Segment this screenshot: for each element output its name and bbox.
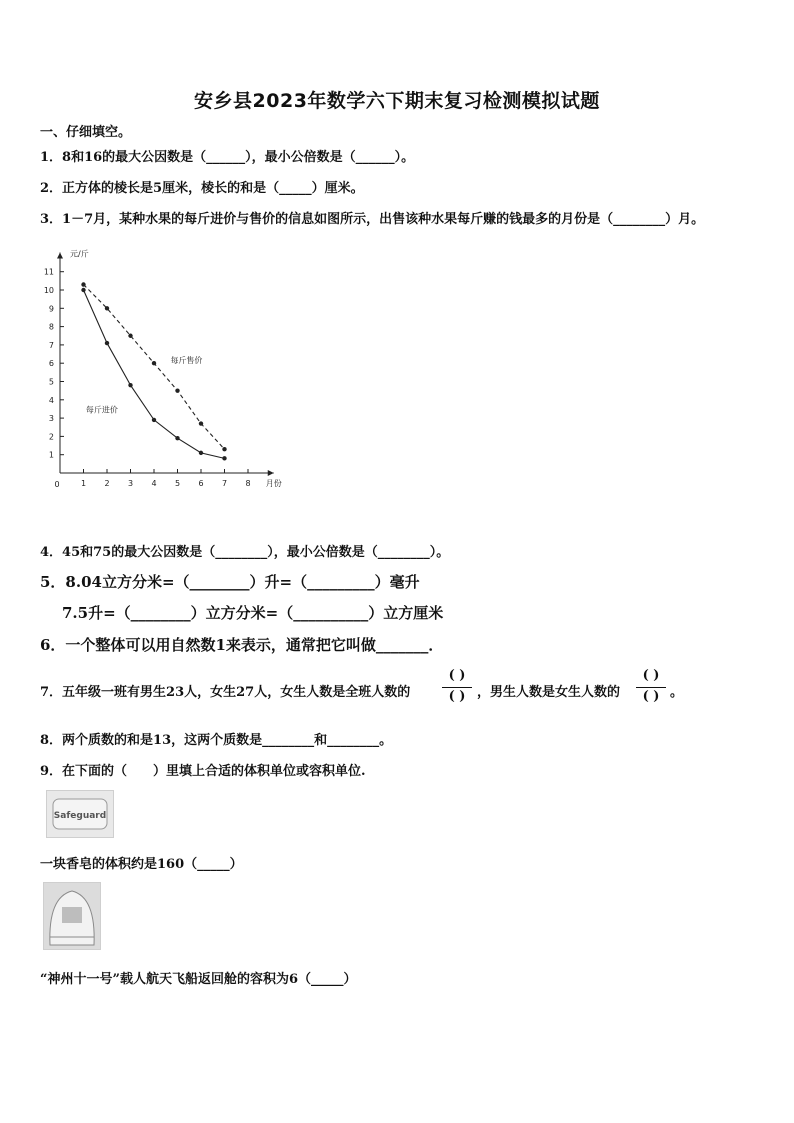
y-tick-label: 10 bbox=[43, 286, 54, 295]
y-tick-label: 2 bbox=[48, 432, 54, 442]
purchase-price-point bbox=[105, 341, 109, 345]
question-9a: 一块香皂的体积约是160（_____） bbox=[40, 857, 243, 872]
y-axis-label: 元/斤 bbox=[70, 249, 89, 259]
question-2: 2．正方体的棱长是5厘米，棱长的和是（_____）厘米。 bbox=[40, 181, 364, 196]
question-9: 9．在下面的（ ）里填上合适的体积单位或容积单位. bbox=[40, 764, 366, 779]
x-tick-label: 7 bbox=[221, 479, 228, 488]
soap-image bbox=[46, 790, 114, 838]
fraction-denominator: ( ) bbox=[448, 689, 466, 704]
x-tick-label: 3 bbox=[127, 479, 134, 488]
series-label-purchase: 每斤进价 bbox=[85, 405, 118, 415]
question-7-text-2: ，男生人数是女生人数的 bbox=[477, 685, 621, 700]
soap-drawing bbox=[47, 791, 113, 837]
selling-price-point bbox=[222, 447, 226, 451]
y-tick-label: 9 bbox=[48, 304, 54, 314]
purchase-price-point bbox=[175, 436, 179, 440]
x-tick-label: 4 bbox=[151, 479, 157, 488]
purchase-price-point bbox=[81, 288, 85, 292]
fraction-blank-2 bbox=[634, 668, 668, 708]
question-5b: 7.5升=（________）立方分米=（__________）立方厘米 bbox=[62, 604, 444, 622]
purchase-price-point bbox=[152, 418, 156, 422]
purchase-price-point bbox=[199, 451, 203, 455]
x-axis-arrow bbox=[268, 470, 274, 476]
question-9b: “神州十一号”载人航天飞船返回舱的容积为6（_____） bbox=[40, 972, 357, 987]
selling-price-point bbox=[81, 282, 85, 286]
y-tick-label: 1 bbox=[48, 450, 54, 460]
series-label-selling: 每斤售价 bbox=[170, 356, 203, 366]
question-3: 3．1－7月，某种水果的每斤进价与售价的信息如图所示，出售该种水果每斤赚的钱最多的月份是（________）月。 bbox=[40, 212, 705, 227]
x-tick-label: 8 bbox=[245, 479, 251, 488]
question-4: 4．45和75的最大公因数是（________），最小公倍数是（________）。 bbox=[40, 545, 450, 560]
y-tick-label: 5 bbox=[48, 377, 54, 387]
question-7-text-1: 7．五年级一班有男生23人，女生27人，女生人数是全班人数的 bbox=[40, 685, 411, 700]
selling-price-point bbox=[105, 306, 109, 310]
purchase-price-line bbox=[84, 290, 225, 458]
capsule-drawing bbox=[44, 883, 100, 949]
y-tick-label: 8 bbox=[48, 322, 54, 332]
section-heading: 一、仔细填空。 bbox=[40, 125, 132, 140]
fraction-numerator: ( ) bbox=[642, 668, 660, 683]
y-tick-label: 4 bbox=[48, 395, 54, 405]
selling-price-point bbox=[128, 334, 132, 338]
y-tick-label: 6 bbox=[48, 359, 54, 369]
fraction-numerator: ( ) bbox=[448, 668, 466, 683]
page-title: 安乡县2023年数学六下期末复习检测模拟试题 bbox=[194, 90, 600, 112]
selling-price-point bbox=[152, 361, 156, 365]
fraction-bar bbox=[636, 687, 666, 688]
y-tick-label: 3 bbox=[48, 414, 54, 424]
y-tick-label: 11 bbox=[43, 267, 54, 277]
fraction-blank-1 bbox=[440, 668, 474, 708]
question-8: 8．两个质数的和是13，这两个质数是________和________。 bbox=[40, 733, 393, 748]
question-5a: 5．8.04立方分米=（________）升=（_________）毫升 bbox=[40, 573, 420, 591]
fraction-bar bbox=[442, 687, 472, 688]
price-chart bbox=[36, 240, 296, 500]
x-tick-label: 5 bbox=[174, 479, 181, 488]
selling-price-line bbox=[84, 285, 225, 450]
selling-price-point bbox=[175, 388, 179, 392]
question-7-text-3: 。 bbox=[670, 685, 684, 700]
y-tick-label: 7 bbox=[48, 340, 54, 350]
x-axis-label: 月份 bbox=[265, 479, 282, 488]
y-axis-arrow bbox=[57, 253, 63, 259]
x-tick-label: 2 bbox=[104, 479, 110, 488]
origin-label: 0 bbox=[54, 480, 60, 489]
capsule-image bbox=[43, 882, 101, 950]
fraction-denominator: ( ) bbox=[642, 689, 660, 704]
x-tick-label: 6 bbox=[198, 479, 204, 488]
question-1: 1．8和16的最大公因数是（______），最小公倍数是（______）。 bbox=[40, 150, 415, 165]
purchase-price-point bbox=[128, 383, 132, 387]
soap-brand-text: Safeguard bbox=[53, 811, 107, 821]
selling-price-point bbox=[199, 421, 203, 425]
x-tick-label: 1 bbox=[80, 479, 87, 488]
purchase-price-point bbox=[222, 456, 226, 460]
question-6: 6．一个整体可以用自然数1来表示，通常把它叫做_______． bbox=[40, 636, 444, 654]
